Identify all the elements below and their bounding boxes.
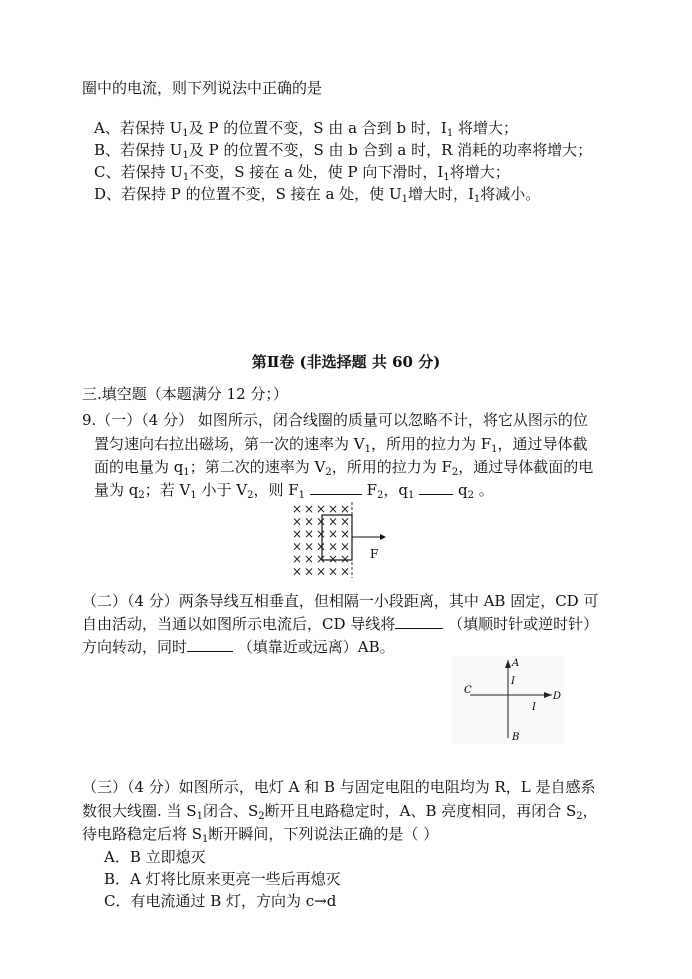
field-cross-icon: × (340, 502, 351, 516)
field-cross-icon: × (316, 564, 327, 579)
field-cross-icon: × (328, 502, 339, 516)
field-cross-icon: × (316, 552, 327, 566)
q9-1-line2: 置匀速向右拉出磁场，第一次的速率为 $V_1$，所用的拉力为 $F_1$，通过导体截 (94, 435, 588, 455)
field-cross-icon: × (340, 564, 351, 579)
field-cross-icon: × (316, 539, 327, 554)
field-cross-icon: × (292, 502, 303, 516)
field-cross-icon: × (292, 564, 303, 579)
label-b: B (512, 732, 520, 743)
q9-1-line1: 9.（一）（4 分） 如图所示，闭合线圈的质量可以忽略不计，将它从图示的位 (82, 411, 588, 429)
field-cross-icon: × (340, 552, 351, 566)
magnetic-field-figure (288, 502, 398, 580)
answer-blank-direction[interactable] (395, 614, 443, 629)
q9-3-line1: （三）（4 分）如图所示，电灯 A 和 B 与固定电阻的电阻均为 R，L 是自感系 (82, 778, 596, 796)
q8-option-b: B、若保持 $U_1$及 P 的位置不变，S 由 b 合到 a 时，R 消耗的功率将增大； (94, 141, 593, 161)
field-cross-icon: × (316, 527, 327, 541)
part3-heading: 三.填空题（本题满分 12 分；） (82, 385, 288, 403)
field-cross-icon: × (328, 527, 339, 541)
answer-blank-q[interactable] (419, 480, 453, 495)
current-label-cd: I (532, 702, 536, 713)
crossed-wires-figure (452, 656, 564, 744)
q9-3-option-a: A．B 立即熄灭 (104, 848, 206, 866)
field-cross-icon: × (316, 514, 327, 529)
label-c: C (464, 685, 472, 696)
label-a: A (512, 658, 520, 669)
q9-3-option-c: C．有电流通过 B 灯，方向为 c→d (104, 892, 337, 910)
field-cross-icon: × (292, 539, 303, 554)
current-label-ab: I (511, 676, 515, 687)
q8-option-c: C、若保持 $U_1$不变，S 接在 a 处，使 P 向下滑时，$I_1$将增大； (94, 163, 510, 183)
q9-2-line3: 方向转动，同时 （填靠近或远离）AB。 (82, 638, 395, 656)
q9-1-line4: 量为 $q_2$；若 $V_1$ 小于 $V_2$，则 $F_1$ $F_2$，$q_1$ $q_2$ 。 (94, 481, 494, 501)
answer-blank-approach[interactable] (187, 637, 233, 652)
q8-intro: 圈中的电流，则下列说法中正确的是 (82, 79, 323, 97)
q8-option-a: A、若保持 $U_1$及 P 的位置不变，S 由 a 合到 b 时，$I_1$ 将增大； (94, 119, 518, 139)
q9-3-line3: 待电路稳定后将 $S_1$断开瞬间，下列说法正确的是（ ） (82, 825, 439, 845)
q9-3-option-b: B．A 灯将比原来更亮一些后再熄灭 (104, 870, 341, 888)
field-cross-icon: × (328, 552, 339, 566)
label-d: D (553, 691, 562, 702)
field-cross-icon: × (304, 552, 315, 566)
q8-option-d: D、若保持 P 的位置不变，S 接在 a 处，使 $U_1$增大时，$I_1$将减小。 (94, 185, 541, 205)
field-cross-icon: × (316, 502, 327, 516)
q9-2-line2: 自由活动，当通以如图所示电流后，CD 导线将 （填顺时针或逆时针） (82, 615, 599, 633)
field-cross-icon: × (328, 564, 339, 579)
q9-3-line2: 数很大线圈. 当 $S_1$闭合、$S_2$断开且电路稳定时，A、B 亮度相同，再闭合 $S_2$， (82, 802, 598, 822)
field-cross-icon: × (304, 502, 315, 516)
field-cross-icon: × (340, 514, 351, 529)
field-cross-icon: × (292, 552, 303, 566)
answer-blank-f[interactable] (310, 480, 362, 495)
force-label: F (370, 547, 379, 561)
field-cross-icon: × (340, 539, 351, 554)
section-title: 第Ⅱ卷 (非选择题 共 60 分) (251, 353, 441, 371)
q9-2-line1: （二）（4 分）两条导线互相垂直，但相隔一小段距离，其中 AB 固定，CD 可 (82, 592, 599, 610)
field-cross-icon: × (328, 514, 339, 529)
field-cross-icon: × (340, 527, 351, 541)
field-cross-icon: × (304, 514, 315, 529)
field-cross-icon: × (304, 527, 315, 541)
arrow-head-icon (380, 534, 386, 540)
field-cross-icon: × (292, 514, 303, 529)
field-cross-icon: × (304, 539, 315, 554)
field-cross-icon: × (328, 539, 339, 554)
q9-1-line3: 面的电量为 $q_1$；第二次的速率为 $V_2$，所用的拉力为 $F_2$，通过导体截面的电 (94, 458, 594, 478)
field-cross-icon: × (292, 527, 303, 541)
field-cross-icon: × (304, 564, 315, 579)
